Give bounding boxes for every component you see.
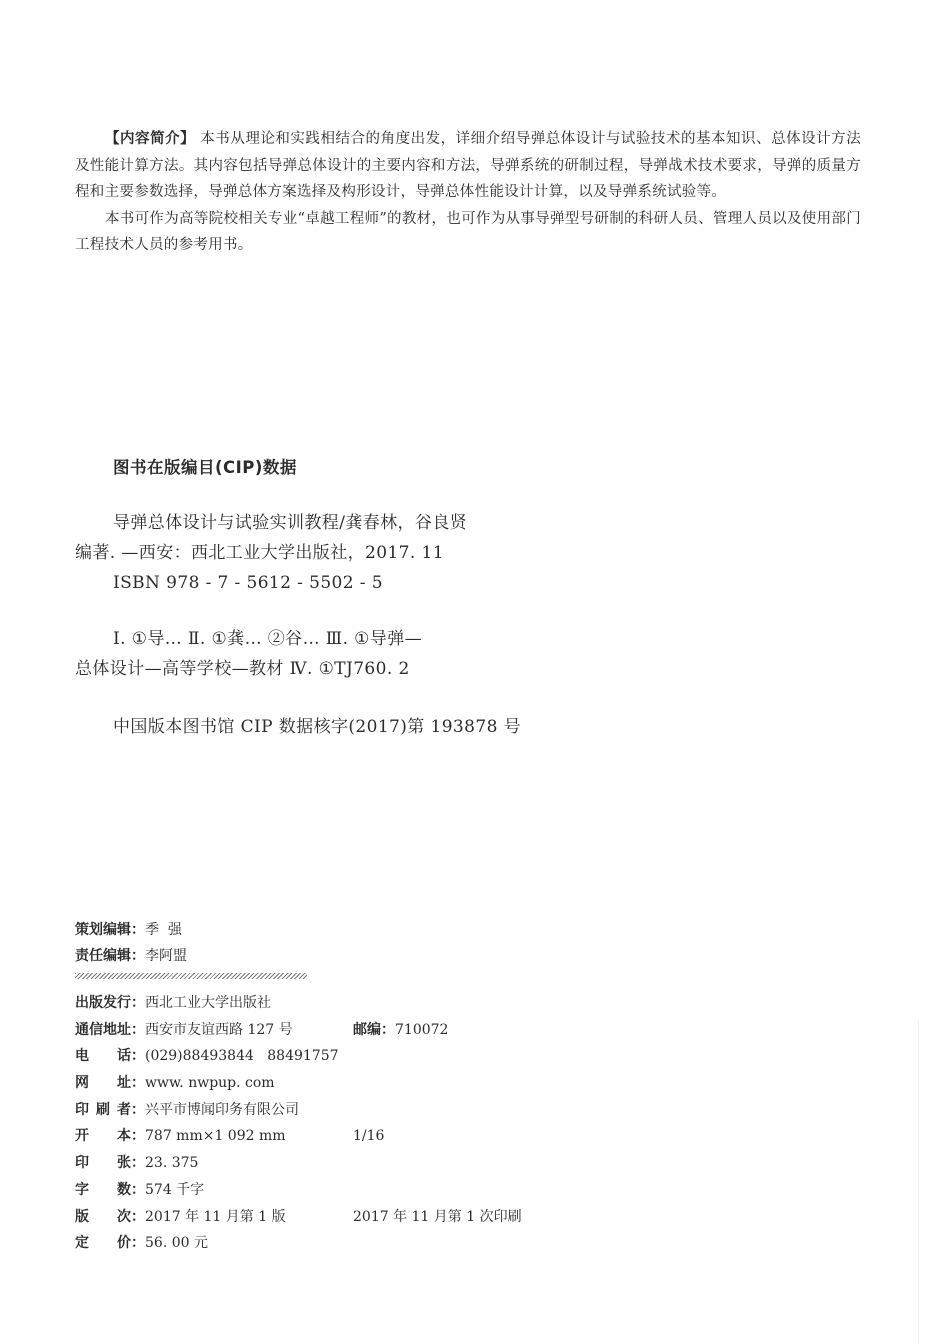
summary-text-1: 本书从理论和实践相结合的角度出发，详细介绍导弹总体设计与试验技术的基本知识、总体设计方法及性能计算方法。其内容包括导弹总体设计的主要内容和方法，导弹系统的研制过程，导弹战术技术要求，导弹的质量方程和主要参数选择，导弹总体方案选择及构形设计，导弹总体性能设计计算，以及导弹系统试验等。 xyxy=(75,131,861,200)
responsible-editor-value: 李阿盟 xyxy=(145,948,187,964)
word-count-label-part: 字 xyxy=(75,1181,89,1198)
website-label-part: 址： xyxy=(117,1075,145,1092)
cip-line-title: 导弹总体设计与试验实训教程/龚春林，谷良贤 xyxy=(113,513,468,533)
printer-value: 兴平市博闻印务有限公司 xyxy=(145,1101,299,1118)
word-count-label-part: 数： xyxy=(117,1181,145,1198)
postcode-value: 710072 xyxy=(395,1021,449,1038)
summary-paragraph-2: 本书可作为高等院校相关专业“卓越工程师”的教材，也可作为从事导弹型号研制的科研人员、管理人员以及使用部门工程技术人员的参考用书。 xyxy=(75,210,861,253)
planning-editor-row xyxy=(75,917,187,943)
format-row xyxy=(75,1123,385,1150)
cip-line-isbn: ISBN 978 - 7 - 5612 - 5502 - 5 xyxy=(113,573,383,593)
address-value: 西安市友谊西路 127 号 xyxy=(145,1021,293,1038)
price-row xyxy=(75,1230,339,1257)
cip-title: 图书在版编目(CIP)数据 xyxy=(113,458,297,477)
page-edge-shadow xyxy=(918,1020,919,1344)
sheets-label xyxy=(75,1150,145,1177)
price-label-part: 定 xyxy=(75,1235,89,1252)
responsible-editor-label: 责任编辑： xyxy=(75,948,145,964)
edition-value: 2017 年 11 月第 1 版 xyxy=(145,1208,286,1225)
word-count-label xyxy=(75,1177,145,1204)
publisher-label: 出版发行： xyxy=(75,995,145,1011)
printing-value: 2017 年 11 月第 1 次印刷 xyxy=(353,1208,522,1225)
phone-value: (029)88493844 88491757 xyxy=(145,1048,339,1065)
edition-label-part: 版 xyxy=(75,1208,89,1225)
printer-label xyxy=(75,1097,145,1124)
price-label-part: 价： xyxy=(117,1235,145,1252)
format-label-part: 开 xyxy=(75,1128,89,1145)
cip-line-record-number: 中国版本图书馆 CIP 数据核字(2017)第 193878 号 xyxy=(113,717,521,737)
publisher-value: 西北工业大学出版社 xyxy=(145,995,271,1011)
format-value: 787 mm×1 092 mm xyxy=(145,1128,286,1145)
cip-line-classification-2: 总体设计—高等学校—教材 Ⅳ. ①TJ760. 2 xyxy=(75,659,410,679)
sheets-value: 23. 375 xyxy=(145,1155,199,1172)
printer-row xyxy=(75,1097,339,1124)
edition-label xyxy=(75,1204,145,1231)
address-row xyxy=(75,1017,449,1044)
responsible-editor-row xyxy=(75,943,187,969)
website-row xyxy=(75,1070,339,1097)
website-label xyxy=(75,1070,145,1097)
printer-label-part: 者： xyxy=(117,1101,145,1118)
cip-block-2 xyxy=(75,624,635,684)
sheets-row xyxy=(75,1150,339,1177)
printer-label-part: 印 xyxy=(75,1101,89,1118)
publisher-row xyxy=(75,990,339,1017)
cip-block-1 xyxy=(75,508,635,598)
edition-row xyxy=(75,1204,522,1231)
printer-label-part: 刷 xyxy=(96,1101,110,1118)
address-label: 通信地址： xyxy=(75,1021,145,1038)
website-label-part: 网 xyxy=(75,1075,89,1092)
postcode xyxy=(353,1017,448,1044)
sheets-label-part: 张： xyxy=(117,1155,145,1172)
editors-block xyxy=(75,917,187,969)
phone-row xyxy=(75,1043,339,1070)
summary-paragraph-1 xyxy=(75,126,861,206)
content-summary xyxy=(75,126,861,259)
postcode-label: 邮编： xyxy=(353,1021,395,1038)
cip-line-publisher: 编著. —西安：西北工业大学出版社，2017. 11 xyxy=(75,543,444,563)
sheets-label-part: 印 xyxy=(75,1155,89,1172)
phone-label-part: 话： xyxy=(117,1048,145,1065)
summary-tag: 【内容简介】 xyxy=(105,131,196,147)
website-value: www. nwpup. com xyxy=(145,1075,275,1092)
word-count-row xyxy=(75,1177,339,1204)
price-label xyxy=(75,1230,145,1257)
decorative-divider xyxy=(75,973,307,979)
format-label-part: 本： xyxy=(117,1128,145,1145)
phone-label xyxy=(75,1043,145,1070)
format-value-2: 1/16 xyxy=(353,1128,385,1145)
publication-info xyxy=(75,990,522,1257)
cip-block-3 xyxy=(75,712,635,742)
planning-editor-value: 季 强 xyxy=(145,922,182,938)
word-count-value: 574 千字 xyxy=(145,1181,205,1198)
format-label xyxy=(75,1123,145,1150)
price-value: 56. 00 元 xyxy=(145,1235,208,1252)
planning-editor-label: 策划编辑： xyxy=(75,922,145,938)
phone-label-part: 电 xyxy=(75,1048,89,1065)
edition-label-part: 次： xyxy=(117,1208,145,1225)
cip-line-classification-1: Ⅰ. ①导… Ⅱ. ①龚… ②谷… Ⅲ. ①导弹— xyxy=(113,629,423,649)
